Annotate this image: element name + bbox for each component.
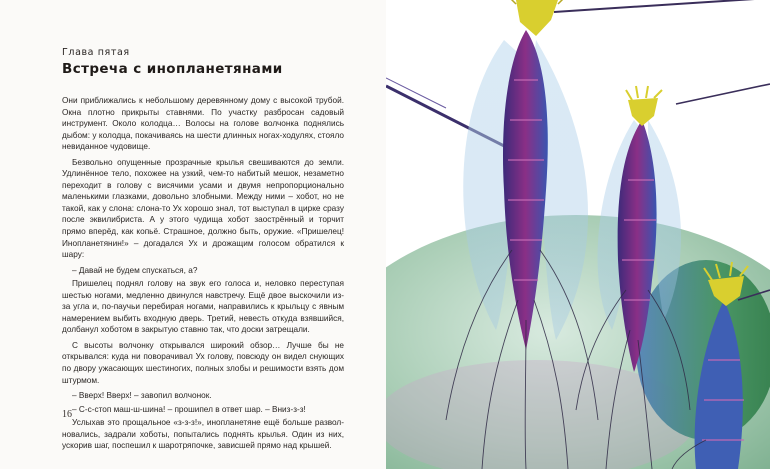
paragraph-3: – Давай не будем спускаться, а? (72, 265, 198, 275)
paragraph-8: Услыхав это прощальное «з-з-з!», инопланетяне ещё больше разволновались, задрали хоботы, попытались поднять крылья. Один из них, ускорив шаг, поспешил к шаротряпочке, зависшей прямо над крышей. (62, 418, 344, 451)
paragraph-7: – С-с-стоп маш-ш-шина! – прошипел в ответ шар. – Вниз-з-з! (72, 404, 306, 414)
paragraph-6: – Вверх! Вверх! – завопил волчонок. (72, 391, 212, 401)
chapter-title: Встреча с инопланетянами (62, 61, 283, 77)
right-page-illustration (386, 0, 770, 469)
chapter-body (62, 95, 344, 456)
paragraph-2: Безвольно опущенные прозрачные крылья свешиваются до земли. Удлинённое тело, похожее на узкий, чем-то набитый мешок, незаметно переходит в голову с висячими усами и двумя непропорционально маленькими глазками, довольно злобными. Между ними – хобот, но не такой, как у слона: слона-то Ух хорошо знал, тот выступал в цирке сразу после эквилибриста. А у этого чудища хобот заострённый и торчит прямо вперёд, как копьё. Страшное, должно быть, оружие. «Пришелец! Инопланетянин!» – догадался Ух и дрожащим голосом обратился к шару: (62, 157, 344, 260)
chapter-label: Глава пятая (62, 47, 130, 58)
alien-head-middle (628, 98, 658, 126)
alien-illustration (386, 0, 770, 469)
paragraph-5: С высоты волчонку открывался широкий обзор… Лучше бы не открывался: куда ни поворачивал Ух голову, повсюду он видел снующих по двору ужасающих шестиногих, полных злобы и решимости взять дом штурмом. (62, 340, 344, 385)
paragraph-1: Они приближались к небольшому деревянному дому с высокой трубой. Окна плотно прикрыты ставнями. По участку разбросан садовый инструмент. Около колодца… Волосы на голове волчонка поднялись дыбом: у колодца, покачиваясь на шести длинных ногах-ходулях, стояло невиданное чудовище. (62, 96, 344, 152)
page-number: 16 (62, 409, 72, 420)
paragraph-4: Пришелец поднял голову на звук его голоса и, неловко переступая шестью ногами, медленно двинулся навстречу. Ещё двое выскочили из-за угла и, по-паучьи перебирая ногами, направились к крыльцу с явным намерением выбить входную дверь. Третий, невесть откуда взявшийся, долбанул хоботом в закрытую ставню так, что доски затрещали. (62, 279, 344, 335)
alien-head-large (516, 0, 558, 36)
